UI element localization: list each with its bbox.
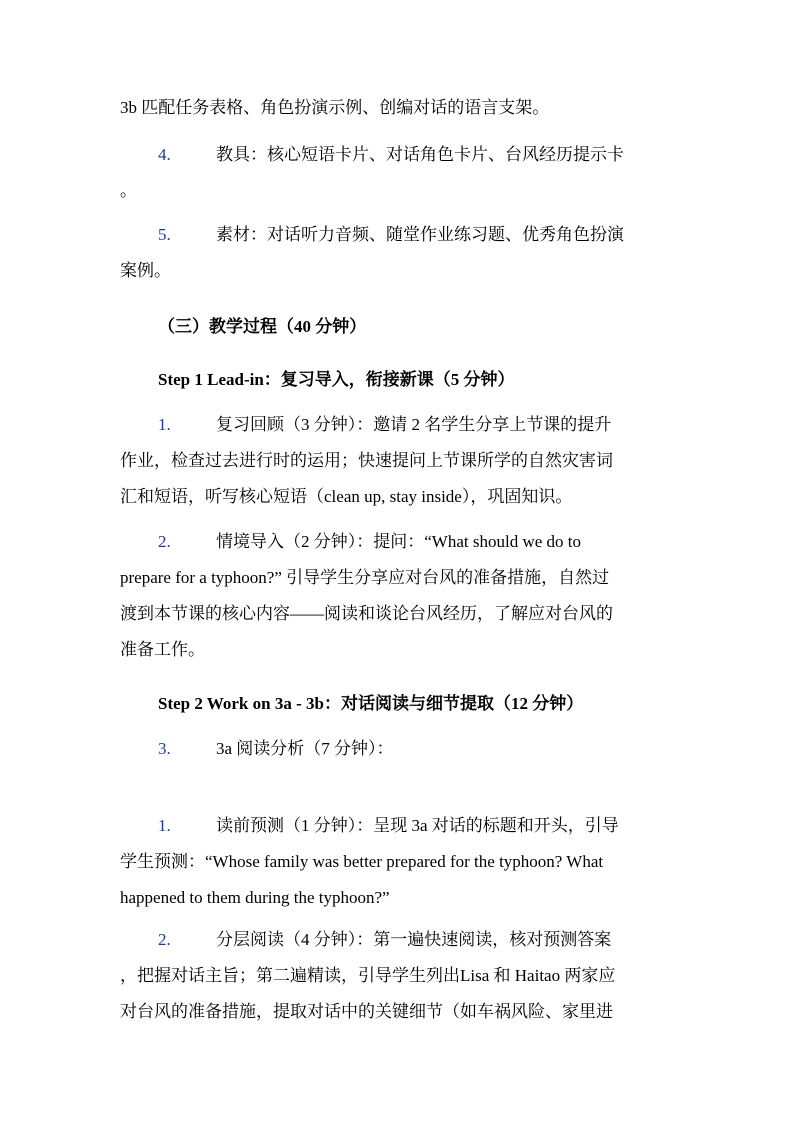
paragraph-line: happened to them during the typhoon?” [120,888,390,907]
step-heading: Step 2 Work on 3a - 3b：对话阅读与细节提取（12 分钟） [158,694,584,713]
paragraph-line: 汇和短语，听写核心短语（clean up, stay inside），巩固知识。 [120,487,573,506]
list-number: 1. [158,415,171,434]
paragraph-line: 情境导入（2 分钟）：提问：“What should we do to [216,532,581,551]
step-heading: Step 1 Lead-in：复习导入，衔接新课（5 分钟） [158,370,515,389]
list-number: 2. [158,532,171,551]
paragraph-line: 教具：核心短语卡片、对话角色卡片、台风经历提示卡 [216,145,624,164]
paragraph-line: 复习回顾（3 分钟）：邀请 2 名学生分享上节课的提升 [216,415,612,434]
list-number: 5. [158,225,171,244]
paragraph-line: 作业，检查过去进行时的运用；快速提问上节课所学的自然灾害词 [120,451,613,470]
paragraph-line: 渡到本节课的核心内容——阅读和谈论台风经历，了解应对台风的 [120,604,613,623]
paragraph-line: 读前预测（1 分钟）：呈现 3a 对话的标题和开头，引导 [216,816,619,835]
section-heading: （三）教学过程（40 分钟） [158,317,367,336]
list-number: 2. [158,930,171,949]
paragraph-line: 分层阅读（4 分钟）：第一遍快速阅读，核对预测答案 [216,930,612,949]
list-number: 1. [158,816,171,835]
paragraph-line: 准备工作。 [120,640,205,659]
list-number: 3. [158,739,171,758]
paragraph-line: 对台风的准备措施，提取对话中的关键细节（如车祸风险、家里进 [120,1002,613,1021]
list-number: 4. [158,145,171,164]
paragraph-line: 3a 阅读分析（7 分钟）： [216,739,394,758]
paragraph-line: prepare for a typhoon?” 引导学生分享应对台风的准备措施，自然过 [120,568,610,587]
paragraph-line: 。 [120,181,137,200]
paragraph-line: 素材：对话听力音频、随堂作业练习题、优秀角色扮演 [216,225,624,244]
paragraph-line: ，把握对话主旨；第二遍精读，引导学生列出Lisa 和 Haitao 两家应 [120,966,616,985]
paragraph-line: 3b 匹配任务表格、角色扮演示例、创编对话的语言支架。 [120,98,550,117]
paragraph-line: 学生预测：“Whose family was better prepared for the typhoon? What [120,852,604,871]
paragraph-line: 案例。 [120,261,171,280]
